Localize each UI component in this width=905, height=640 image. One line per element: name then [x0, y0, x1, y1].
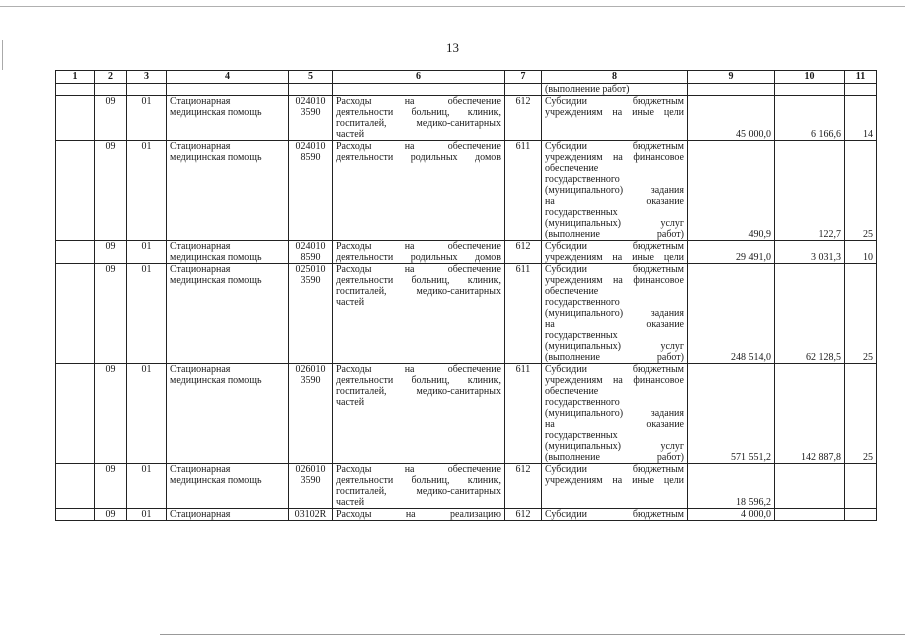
subsection-code: 01	[127, 364, 167, 464]
expense-type-name-line: (муниципальных) услуг	[545, 218, 684, 229]
target-code	[289, 509, 333, 521]
expense-type-name-line: государственных	[545, 207, 618, 218]
expense-type-code: 611	[505, 364, 542, 464]
target-code	[289, 141, 333, 241]
subsection-name-line: Стационарная	[170, 509, 231, 520]
section-code: 09	[95, 509, 127, 521]
expense-description-line: Расходы на обеспечение	[336, 264, 501, 275]
expense-type-code: 611	[505, 141, 542, 241]
empty-cell	[56, 96, 95, 141]
expense-description-line: Расходы на обеспечение	[336, 464, 501, 475]
execution-percent: 25	[845, 141, 877, 241]
expense-description-line: деятельности родильных домов	[336, 252, 501, 263]
target-code-line: 026010	[295, 364, 326, 375]
section-code: 09	[95, 364, 127, 464]
expense-type-name-line: учреждениям на иные цели	[545, 252, 684, 263]
header-cell: 2	[95, 71, 127, 84]
section-code: 09	[95, 96, 127, 141]
subsection-code: 01	[127, 264, 167, 364]
subsection-name-line: Стационарная	[170, 96, 231, 107]
expense-description-line: деятельности больниц, клиник,	[336, 275, 501, 286]
target-code-line: 3590	[300, 275, 321, 286]
expense-description-line: деятельности больниц, клиник,	[336, 375, 501, 386]
expense-type-name-line: (муниципальных) услуг	[545, 441, 684, 452]
expense-type-name-line: (выполнение работ)	[545, 452, 684, 463]
subsection-name-line: медицинская помощь	[170, 107, 262, 118]
executed-amount: 62 128,5	[775, 264, 845, 364]
subsection-code: 01	[127, 509, 167, 521]
continuation-text: (выполнение работ)	[542, 84, 688, 96]
expense-description-line: Расходы на обеспечение	[336, 96, 501, 107]
expense-type-name-line: государственного	[545, 297, 620, 308]
expense-description-line: госпиталей, медико-санитарных	[336, 286, 501, 297]
section-code: 09	[95, 264, 127, 364]
expense-description-line: деятельности больниц, клиник,	[336, 475, 501, 486]
expense-type-name-line: учреждениям на иные цели	[545, 475, 684, 486]
empty-cell	[56, 241, 95, 264]
empty-cell	[56, 464, 95, 509]
expense-type-name	[542, 464, 688, 509]
expense-type-name-line: (выполнение работ)	[545, 352, 684, 363]
subsection-name	[167, 241, 289, 264]
execution-percent: 25	[845, 364, 877, 464]
expense-type-name	[542, 509, 688, 521]
target-code-line: 3590	[300, 475, 321, 486]
expense-description-line: Расходы на обеспечение	[336, 364, 501, 375]
subsection-name-line: Стационарная	[170, 141, 231, 152]
top-scan-rule	[0, 6, 905, 7]
expense-type-name	[542, 364, 688, 464]
expense-description	[333, 241, 505, 264]
expense-type-name-line: государственного	[545, 397, 620, 408]
planned-amount: 29 491,0	[688, 241, 775, 264]
expense-description	[333, 96, 505, 141]
expense-description	[333, 264, 505, 364]
subsection-name-line: Стационарная	[170, 264, 231, 275]
subsection-name	[167, 464, 289, 509]
target-code	[289, 264, 333, 364]
expense-type-code: 612	[505, 96, 542, 141]
expense-type-name-line: Субсидии бюджетным	[545, 241, 684, 252]
expense-type-name-line: Субсидии бюджетным	[545, 264, 684, 275]
target-code-line: 8590	[300, 252, 321, 263]
expense-description-line: частей	[336, 129, 365, 140]
expense-description	[333, 141, 505, 241]
expense-description-line: госпиталей, медико-санитарных	[336, 386, 501, 397]
expense-type-name-line: учреждениям на финансовое	[545, 375, 684, 386]
expense-description-line: частей	[336, 497, 365, 508]
expense-type-name-line: обеспечение	[545, 163, 599, 174]
executed-amount: 142 887,8	[775, 364, 845, 464]
header-cell: 1	[56, 71, 95, 84]
expense-description-line: Расходы на реализацию	[336, 509, 501, 520]
subsection-name-line: медицинская помощь	[170, 152, 262, 163]
expense-type-name-line: Субсидии бюджетным	[545, 141, 684, 152]
section-code: 09	[95, 141, 127, 241]
table-row	[56, 264, 877, 364]
target-code-line: 024010	[295, 141, 326, 152]
expense-type-name-line: (муниципального) задания	[545, 185, 684, 196]
expense-description-line: Расходы на обеспечение	[336, 141, 501, 152]
expense-type-name-line: государственного	[545, 174, 620, 185]
empty-cell	[56, 141, 95, 241]
table-row	[56, 141, 877, 241]
bottom-scan-rule	[160, 634, 905, 635]
execution-percent	[845, 464, 877, 509]
executed-amount: 122,7	[775, 141, 845, 241]
subsection-name	[167, 509, 289, 521]
target-code-line: 024010	[295, 96, 326, 107]
header-cell: 6	[333, 71, 505, 84]
expense-type-name-line: (муниципальных) услуг	[545, 341, 684, 352]
subsection-name	[167, 96, 289, 141]
expense-description-line: частей	[336, 297, 365, 308]
header-row	[56, 71, 877, 84]
expense-type-name	[542, 96, 688, 141]
section-code: 09	[95, 464, 127, 509]
expense-type-name-line: (выполнение работ)	[545, 229, 684, 240]
section-code: 09	[95, 241, 127, 264]
expense-type-name	[542, 241, 688, 264]
subsection-code: 01	[127, 464, 167, 509]
expense-type-name-line: государственных	[545, 430, 618, 441]
table-row	[56, 464, 877, 509]
expense-description-line: госпиталей, медико-санитарных	[336, 118, 501, 129]
target-code	[289, 96, 333, 141]
planned-amount: 490,9	[688, 141, 775, 241]
subsection-name-line: медицинская помощь	[170, 275, 262, 286]
executed-amount	[775, 464, 845, 509]
table-row	[56, 509, 877, 521]
expense-type-name-line: учреждениям на финансовое	[545, 275, 684, 286]
expense-description-line: госпиталей, медико-санитарных	[336, 486, 501, 497]
expense-type-name-line: Субсидии бюджетным	[545, 464, 684, 475]
expense-type-name-line: (муниципального) задания	[545, 308, 684, 319]
executed-amount: 3 031,3	[775, 241, 845, 264]
executed-amount: 6 166,6	[775, 96, 845, 141]
table-row	[56, 96, 877, 141]
target-code-line: 8590	[300, 152, 321, 163]
expense-description-line: Расходы на обеспечение	[336, 241, 501, 252]
execution-percent: 25	[845, 264, 877, 364]
expense-type-name-line: Субсидии бюджетным	[545, 509, 684, 520]
subsection-code: 01	[127, 96, 167, 141]
expense-type-name	[542, 264, 688, 364]
subsection-name-line: Стационарная	[170, 364, 231, 375]
expense-type-name-line: Субсидии бюджетным	[545, 96, 684, 107]
target-code-line: 024010	[295, 241, 326, 252]
expense-type-name-line: Субсидии бюджетным	[545, 364, 684, 375]
header-cell: 9	[688, 71, 775, 84]
subsection-name	[167, 364, 289, 464]
subsection-name	[167, 141, 289, 241]
expense-type-code: 612	[505, 464, 542, 509]
header-cell: 5	[289, 71, 333, 84]
expense-type-name-line: (муниципального) задания	[545, 408, 684, 419]
target-code	[289, 364, 333, 464]
expense-description	[333, 364, 505, 464]
subsection-code: 01	[127, 241, 167, 264]
target-code	[289, 241, 333, 264]
execution-percent: 10	[845, 241, 877, 264]
table-row	[56, 241, 877, 264]
expense-type-name-line: государственных	[545, 330, 618, 341]
expense-type-name	[542, 141, 688, 241]
expense-description	[333, 509, 505, 521]
expense-type-code: 612	[505, 241, 542, 264]
expense-type-name-line: обеспечение	[545, 286, 599, 297]
planned-amount: 571 551,2	[688, 364, 775, 464]
subsection-code: 01	[127, 141, 167, 241]
subsection-name-line: медицинская помощь	[170, 475, 262, 486]
header-cell: 10	[775, 71, 845, 84]
page-number: 13	[446, 40, 459, 55]
expense-description-line: деятельности родильных домов	[336, 152, 501, 163]
subsection-name-line: Стационарная	[170, 241, 231, 252]
target-code-line: 3590	[300, 375, 321, 386]
subsection-name	[167, 264, 289, 364]
header-cell: 11	[845, 71, 877, 84]
subsection-name-line: медицинская помощь	[170, 252, 262, 263]
expense-type-code: 611	[505, 264, 542, 364]
execution-percent: 14	[845, 96, 877, 141]
executed-amount	[775, 509, 845, 521]
expense-description	[333, 464, 505, 509]
table-row	[56, 364, 877, 464]
empty-cell	[56, 364, 95, 464]
planned-amount: 18 596,2	[688, 464, 775, 509]
planned-amount: 45 000,0	[688, 96, 775, 141]
subsection-name-line: медицинская помощь	[170, 375, 262, 386]
target-code-line: 025010	[295, 264, 326, 275]
execution-percent	[845, 509, 877, 521]
target-code-line: 026010	[295, 464, 326, 475]
expense-type-name-line: обеспечение	[545, 386, 599, 397]
target-code-line: 03102R	[294, 509, 327, 520]
planned-amount: 4 000,0	[688, 509, 775, 521]
expense-type-name-line: учреждениям на иные цели	[545, 107, 684, 118]
expense-description-line: частей	[336, 397, 365, 408]
expense-type-name-line: на оказание	[545, 319, 684, 330]
expense-type-name-line: на оказание	[545, 419, 684, 430]
expense-description-line: деятельности больниц, клиник,	[336, 107, 501, 118]
header-cell: 3	[127, 71, 167, 84]
header-cell: 8	[542, 71, 688, 84]
expense-type-name-line: на оказание	[545, 196, 684, 207]
header-cell: 4	[167, 71, 289, 84]
subsection-name-line: Стационарная	[170, 464, 231, 475]
expense-type-name-line: учреждениям на финансовое	[545, 152, 684, 163]
expense-type-code: 612	[505, 509, 542, 521]
continuation-row	[56, 84, 877, 96]
target-code-line: 3590	[300, 107, 321, 118]
planned-amount: 248 514,0	[688, 264, 775, 364]
budget-table	[55, 70, 877, 521]
empty-cell	[56, 264, 95, 364]
target-code	[289, 464, 333, 509]
header-cell: 7	[505, 71, 542, 84]
empty-cell	[56, 509, 95, 521]
